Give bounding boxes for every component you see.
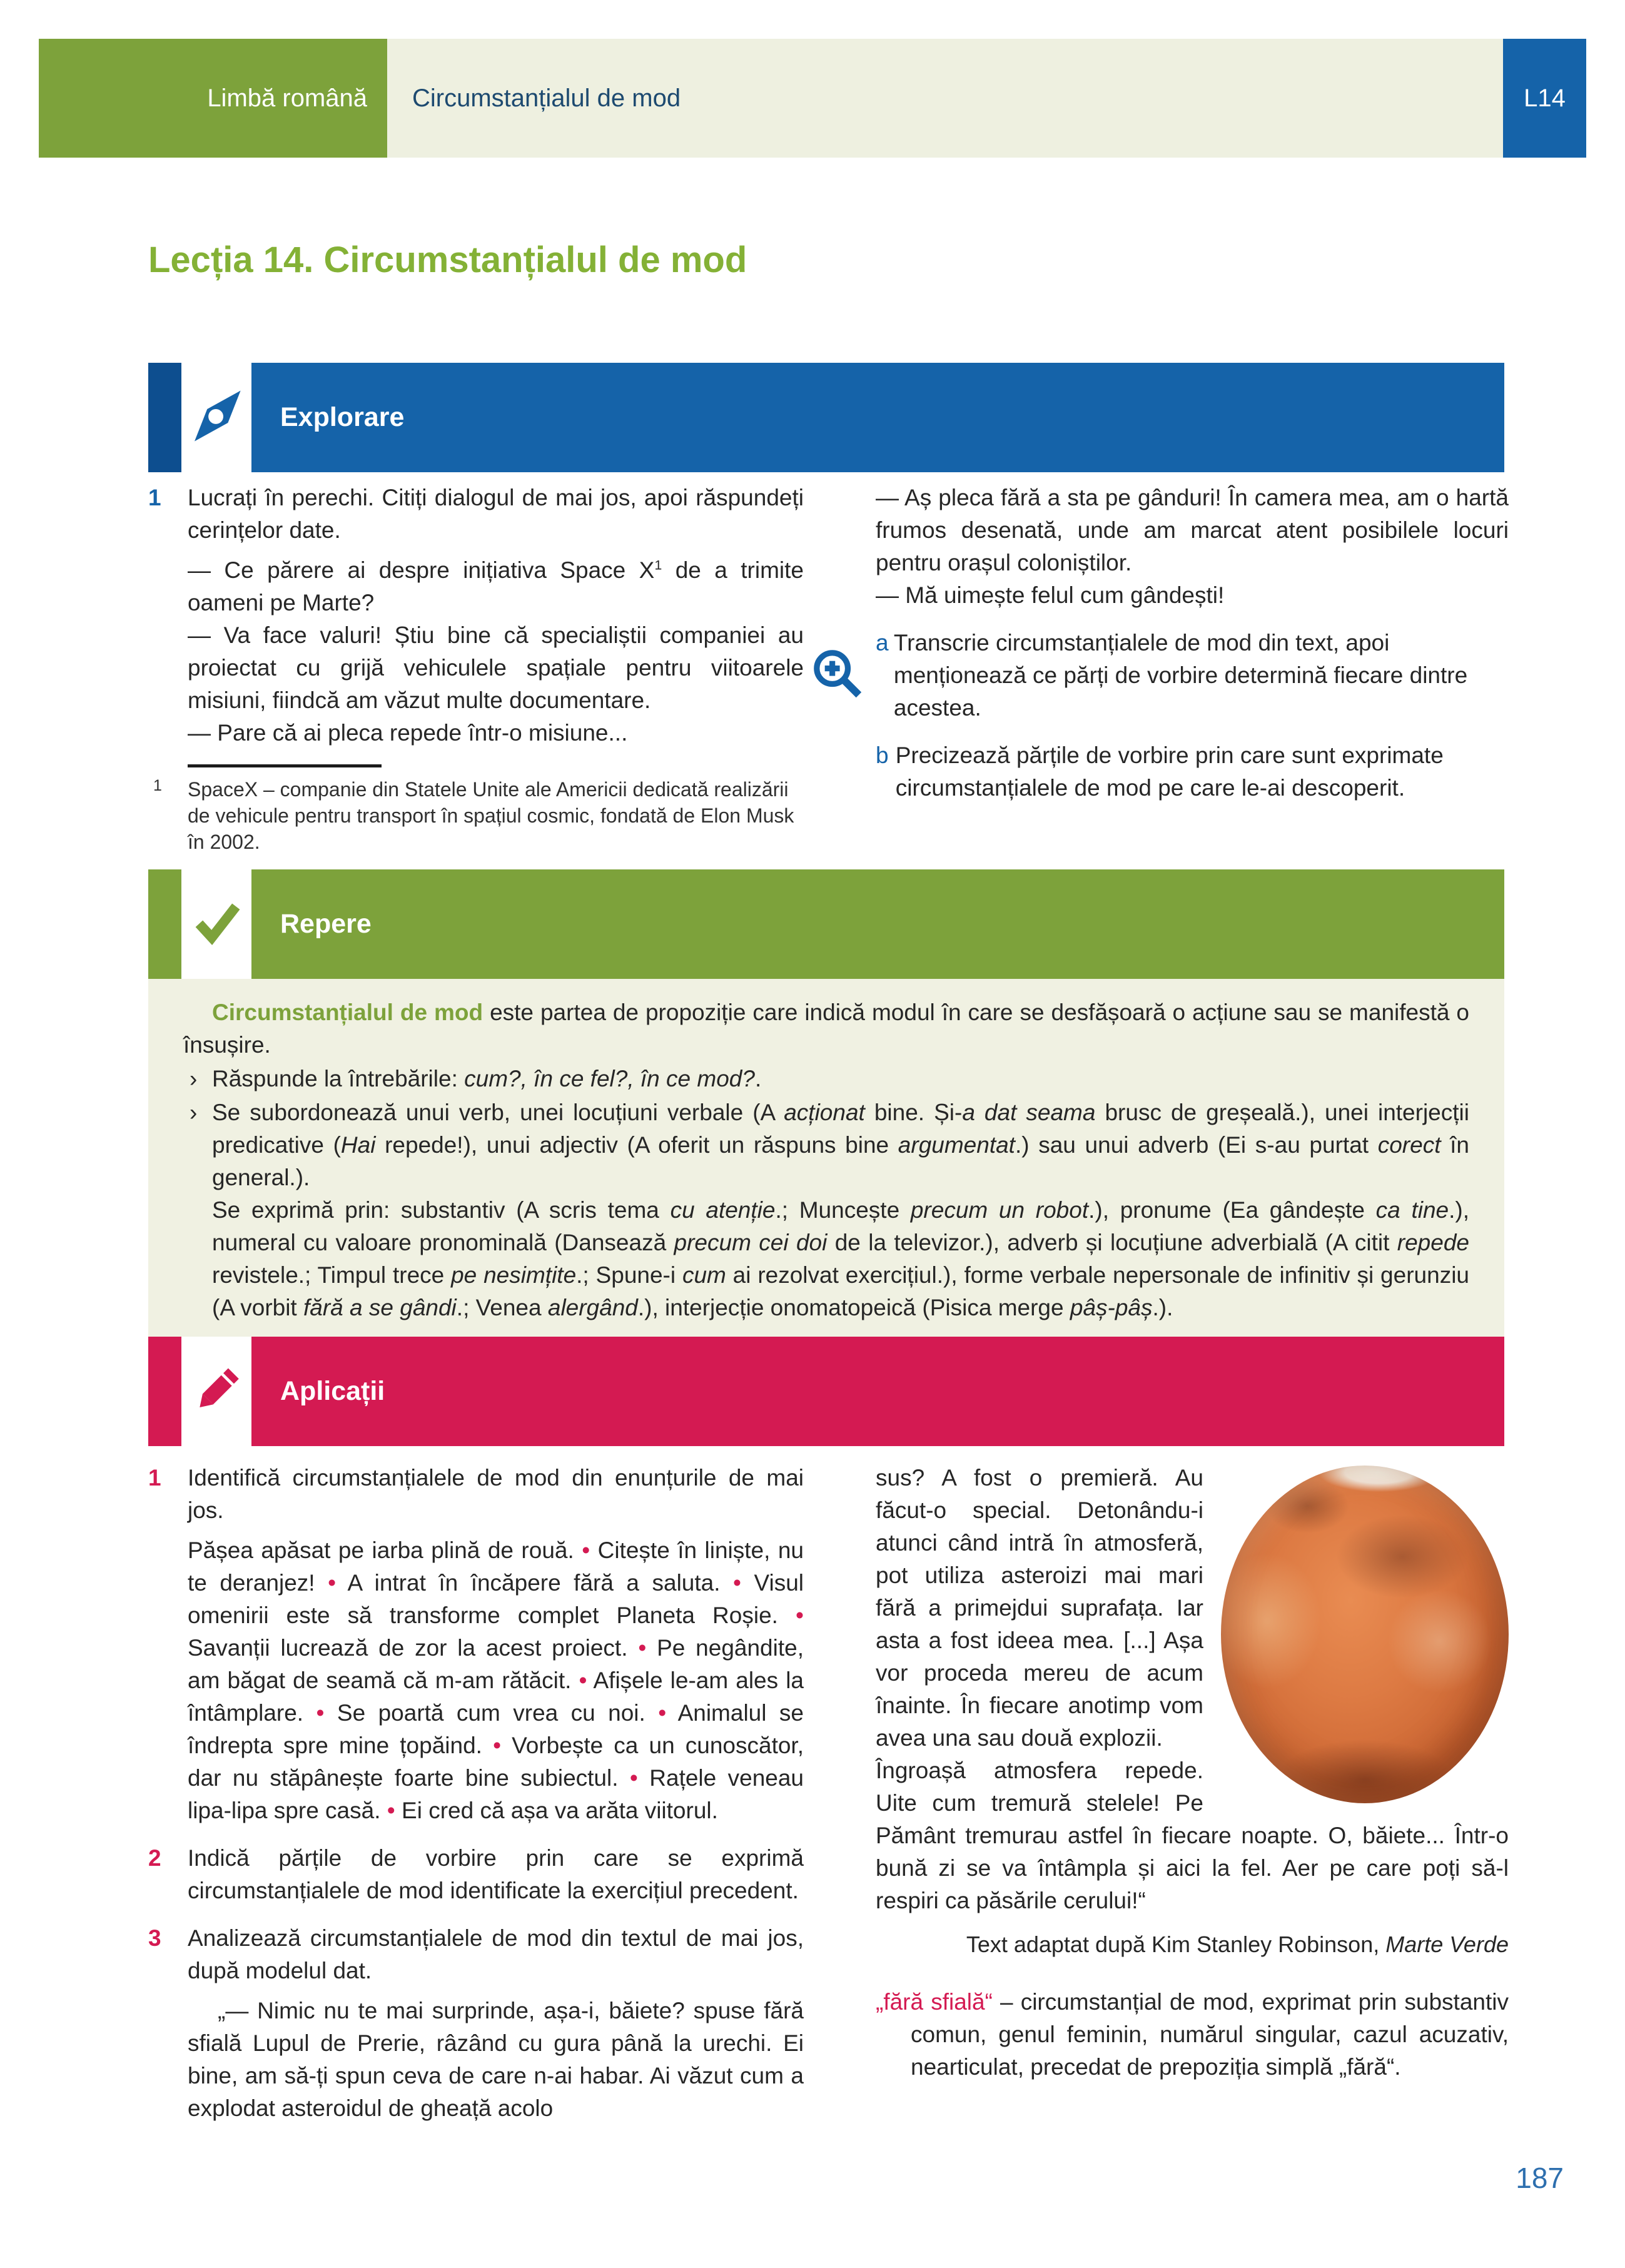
explorare-right-column (876, 482, 1509, 855)
page-number: 187 (1516, 2162, 1564, 2194)
bullet-marker: › (190, 1066, 198, 1091)
lesson-code-badge: L14 (1503, 39, 1586, 158)
check-icon (188, 894, 245, 954)
explorare-content (148, 482, 1509, 855)
item-text: Analizează circumstanțialele de mod din textul de mai jos, după modelul dat. (188, 1925, 804, 1983)
aplicatii-band-strip (148, 1337, 181, 1446)
explorare-band-label: Explorare (280, 402, 405, 432)
footnote-block (148, 764, 804, 855)
repere-definition: Circumstanțialul de mod este partea de propoziție care indică modul în care se desfășoară o acțiune sau se manifestă o însușire. (183, 1000, 1469, 1058)
dialogue-line: — Va face valuri! Știu bine că specialiștii companiei au proiectat cu grijă vehiculele spațiale pentru viitoarele misiuni, fiindcă am văzut multe documentare. (188, 622, 804, 713)
aplicatii-left-column (148, 1462, 804, 2125)
pencil-icon (188, 1361, 245, 1422)
item-text: Lucrați în perechi. Citiți dialogul de mai jos, apoi răspundeți cerințelor date. (188, 485, 804, 543)
repere-paragraph: Se exprimă prin: substantiv (A scris tema cu atenție.; Muncește precum un robot.), pronume (Ea gândește ca tine.), numeral cu valoare pronominală (Dansează precum cei doi de la televizor.), adverb și locuțiune adverbială (A citit repede revistele.; Timpul trece pe nesimțite.; Spune-i cum ai rezolvat exercițiul.), forme verbale nepersonale de infinitiv și gerunziu (A vorbit fără a se gândi.; Venea alergând.), interjecție onomatopeică (Pisica merge pâș-pâș.). (212, 1197, 1469, 1320)
magnifier-plus-icon (808, 644, 866, 702)
explorare-left-column (148, 482, 804, 855)
footnote-rule (188, 764, 382, 767)
dialogue-line: — Mă uimește felul cum gândești! (876, 582, 1225, 608)
aplicatii-band-label: Aplicații (280, 1376, 385, 1406)
subitem-letter: a (876, 630, 889, 656)
repere-content (148, 979, 1504, 1324)
quote-paragraph-narrow: sus? A fost o premieră. Au făcut-o special. Detonându-i atunci când intră în atmosferă, pot utiliza asteroizi mai mari fără a primejdui suprafața. Iar asta a fost ideea mea. [...] Așa vor proceda mereu de acum înainte. În fiecare anotimp vom avea una sau două explozii. (876, 1465, 1203, 1751)
dialogue-line: — Pare că ai pleca repede într-o misiune... (188, 720, 628, 746)
subitem-text: Precizează părțile de vorbire prin care sunt exprimate circumstanțialele de mod pe care le-ai descoperit. (895, 742, 1444, 801)
repere-band-strip (148, 869, 181, 979)
aplicatii-item-3 (148, 1922, 804, 1987)
text-attribution: Text adaptat după Kim Stanley Robinson, Marte Verde (966, 1931, 1509, 1957)
explorare-item-b (876, 739, 1509, 804)
aplicatii-item-2 (148, 1842, 804, 1907)
repere-section (148, 869, 1504, 1345)
repere-bullet (183, 1063, 1469, 1095)
bullet-marker: › (190, 1100, 198, 1125)
dialogue-line: — Ce părere ai despre inițiativa Space $X^1$ de a trimite oameni pe Marte? (188, 557, 804, 615)
repere-band-label: Repere (280, 909, 372, 939)
compass-icon (188, 387, 245, 448)
subitem-text: Transcrie circumstanțialele de mod din text, apoi menționează ce părți de vorbire determină fiecare dintre acestea. (893, 630, 1468, 721)
exercise-sentences: Pășea apăsat pe iarba plină de rouă. • Citește în liniște, nu te deranjez! • A intrat în încăpere fără a saluta. • Visul omenirii este să transforme complet Planeta Roșie. • Savanții lucrează de zor la acest proiect. • Pe negândite, am băgat de seamă că m-am rătăcit. • Afișele le-am ales la întâmplare. • Se poartă cum vrea cu noi. • Animalul se îndrepta spre mine țopăind. • Vorbește ca un cunoscător, dar nu stăpânește foarte bine subiectul. • Rațele veneau lipa-lipa spre casă. • Ei cred că așa va arăta viitorul. (188, 1537, 804, 1823)
explorare-band-strip (148, 363, 181, 472)
footnote-number: 1 (153, 777, 162, 794)
item-number: 1 (148, 1465, 161, 1491)
aplicatii-band (148, 1337, 1504, 1446)
footnote-text: SpaceX – companie din Statele Unite ale Americii dedicată realizării de vehicule pentru transport în spațiul cosmic, fondată de Elon Musk în 2002. (188, 778, 794, 853)
quote-paragraph: „— Nimic nu te mai surprinde, așa-i, băiete? spuse fără sfială Lupul de Prerie, râzând cu gura până la urechi. Ei bine, am să-ți spun ceva de care n-ai habar. Ai văzut cum a explodat asteroidul de gheață acolo (188, 1998, 804, 2121)
quote-paragraph-wide: Îngroașă atmosfera repede. Uite cum tremură stelele! Pe Pământ tremurau astfel în fiecare noapte. O, băiete... Într-o bună zi se va întâmpla și aici la fel. Aer pe care poți să-l respiri ca păsările cerului!“ (876, 1758, 1509, 1913)
repere-band (148, 869, 1504, 979)
bullet-text: Se subordonează unui verb, unei locuțiuni verbale (A acționat bine. Și-a dat seama brusc de greșeală.), unei interjecții predicative (Hai repede!), unui adjectiv (A oferit un răspuns bine argumentat.) sau unui adverb (Ei s-au purtat corect în general.). (212, 1100, 1469, 1190)
aplicatii-right-column (876, 1462, 1509, 2125)
dialogue-line: — Aș pleca fără a sta pe gânduri! În camera mea, am o hartă frumos desenată, unde am marcat atent posibilele locuri pentru orașul coloniștilor. (876, 485, 1509, 575)
item-text: Identifică circumstanțialele de mod din enunțurile de mai jos. (188, 1465, 804, 1523)
explorare-item-a (876, 627, 1509, 724)
subject-label: Limbă română (39, 39, 387, 158)
item-text: Indică părțile de vorbire prin care se exprimă circumstanțialele de mod identificate la exercițiul precedent. (188, 1845, 804, 1903)
subitem-letter: b (876, 742, 889, 768)
header-lesson-title: Circumstanțialul de mod (387, 39, 1503, 158)
item-number: 2 (148, 1845, 161, 1871)
mars-image (1221, 1466, 1509, 1803)
aplicatii-content (148, 1462, 1509, 2125)
header-bar (39, 39, 1586, 158)
item-number: 1 (148, 485, 161, 510)
explorare-band (148, 363, 1504, 472)
explorare-item-1 (148, 482, 804, 547)
bullet-text: Răspunde la întrebările: cum?, în ce fel?, în ce mod?. (212, 1066, 762, 1091)
item-number: 3 (148, 1925, 161, 1951)
footnote (148, 776, 804, 855)
model-analysis: „fără sfială“ – circumstanțial de mod, exprimat prin substantiv comun, genul feminin, numărul singular, cazul acuzativ, nearticulat, precedat de prepoziția simplă „fără“. (876, 1989, 1509, 2080)
aplicatii-item-1 (148, 1462, 804, 1527)
page-title: Lecția 14. Circumstanțialul de mod (148, 240, 747, 280)
repere-bullet (183, 1096, 1469, 1194)
